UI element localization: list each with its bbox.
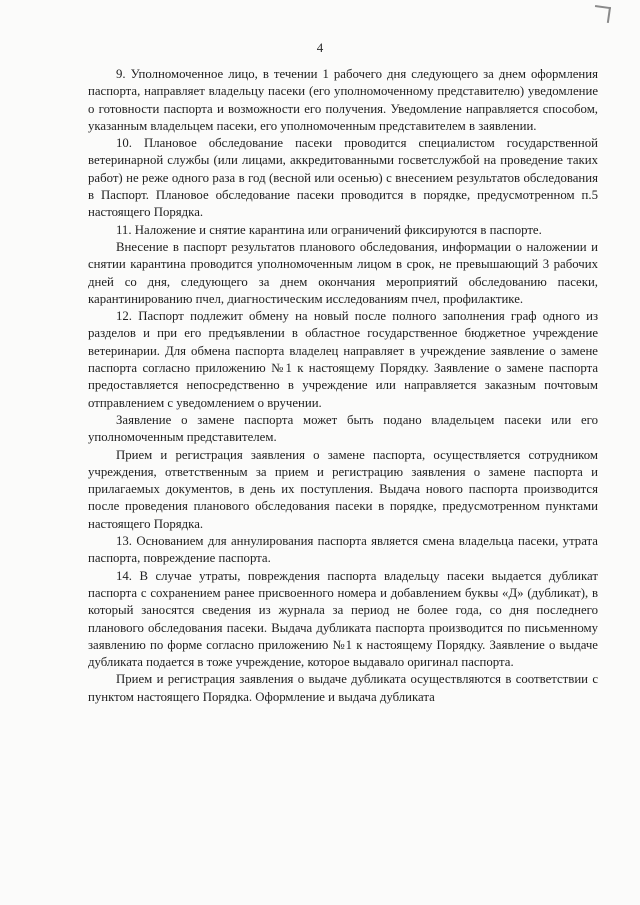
page-number: 4 (316, 40, 324, 55)
document-body (88, 66, 598, 706)
paragraph-10: 10. Плановое обследование пасеки проводится специалистом государственной ветеринарной службы (или лицами, аккредитованными госветслужбой на проведение таких работ) не реже одного раза в год (весной или осенью) с внесением результатов обследования в Паспорт. Плановое обследование пасеки проводится в порядке, предусмотренном п.5 настоящего Порядка. (88, 136, 598, 220)
paragraph-11-continued: Внесение в паспорт результатов планового обследования, информации о наложении и снятии карантина проводится уполномоченным лицом в срок, не превышающий 3 рабочих дней со дня, следующего за днем окончания мероприятий обследованию пасеки, карантинированию пчел, диагностическим исследованиям пчел, профилактике. (88, 239, 598, 306)
paragraph-12-submission: Заявление о замене паспорта может быть подано владельцем пасеки или его уполномоченным представителем. (88, 412, 598, 445)
paragraph-12-registration: Прием и регистрация заявления о замене паспорта, осуществляется сотрудником учреждения, ответственным за прием и регистрацию заявления о замене паспорта и прилагаемых документов, в день их поступления. Выдача нового паспорта производится после проведения планового обследования пасеки в порядке, предусмотренном пунктами настоящего Порядка. (88, 447, 598, 531)
paragraph-14: 14. В случае утраты, повреждения паспорта владельцу пасеки выдается дубликат паспорта с сохранением ранее присвоенного номера и добавлением буквы «Д» (дубликат), в который заносятся сведения из журнала за период не более года, со дня последнего планового обследования пасеки. Выдача дубликата паспорта производится по письменному заявлению по форме согласно приложению №1 к настоящему Порядку. Заявление о выдаче дубликата подается в тоже учреждение, которое выдавало оригинал паспорта. (88, 568, 598, 670)
scan-corner-mark (593, 5, 611, 23)
paragraph-9: 9. Уполномоченное лицо, в течении 1 рабочего дня следующего за днем оформления паспорта, направляет владельцу пасеки (его уполномоченному представителю) уведомление о готовности паспорта и возможности его получения. Уведомление направляется способом, указанным владельцем пасеки, его уполномоченным представителем в заявлении. (88, 67, 598, 133)
paragraph-12: 12. Паспорт подлежит обмену на новый после полного заполнения граф одного из разделов и при его предъявлении в областное государственное бюджетное учреждение ветеринарии. Для обмена паспорта владелец направляет в учреждение заявление о замене паспорта согласно приложению №1 к настоящему Порядку. Заявление о замене паспорта предоставляется непосредственно в учреждение или направляется заказным почтовым отправлением с уведомлением о вручении. (88, 309, 598, 410)
paragraph-11: 11. Наложение и снятие карантина или ограничений фиксируются в паспорте. (116, 222, 542, 237)
paragraph-13: 13. Основанием для аннулирования паспорта является смена владельца пасеки, утрата паспорта, повреждение паспорта. (88, 534, 598, 566)
paragraph-14-continued: Прием и регистрация заявления о выдаче дубликата осуществляются в соответствии с пунктом настоящего Порядка. Оформление и выдача дубликата (88, 672, 598, 704)
